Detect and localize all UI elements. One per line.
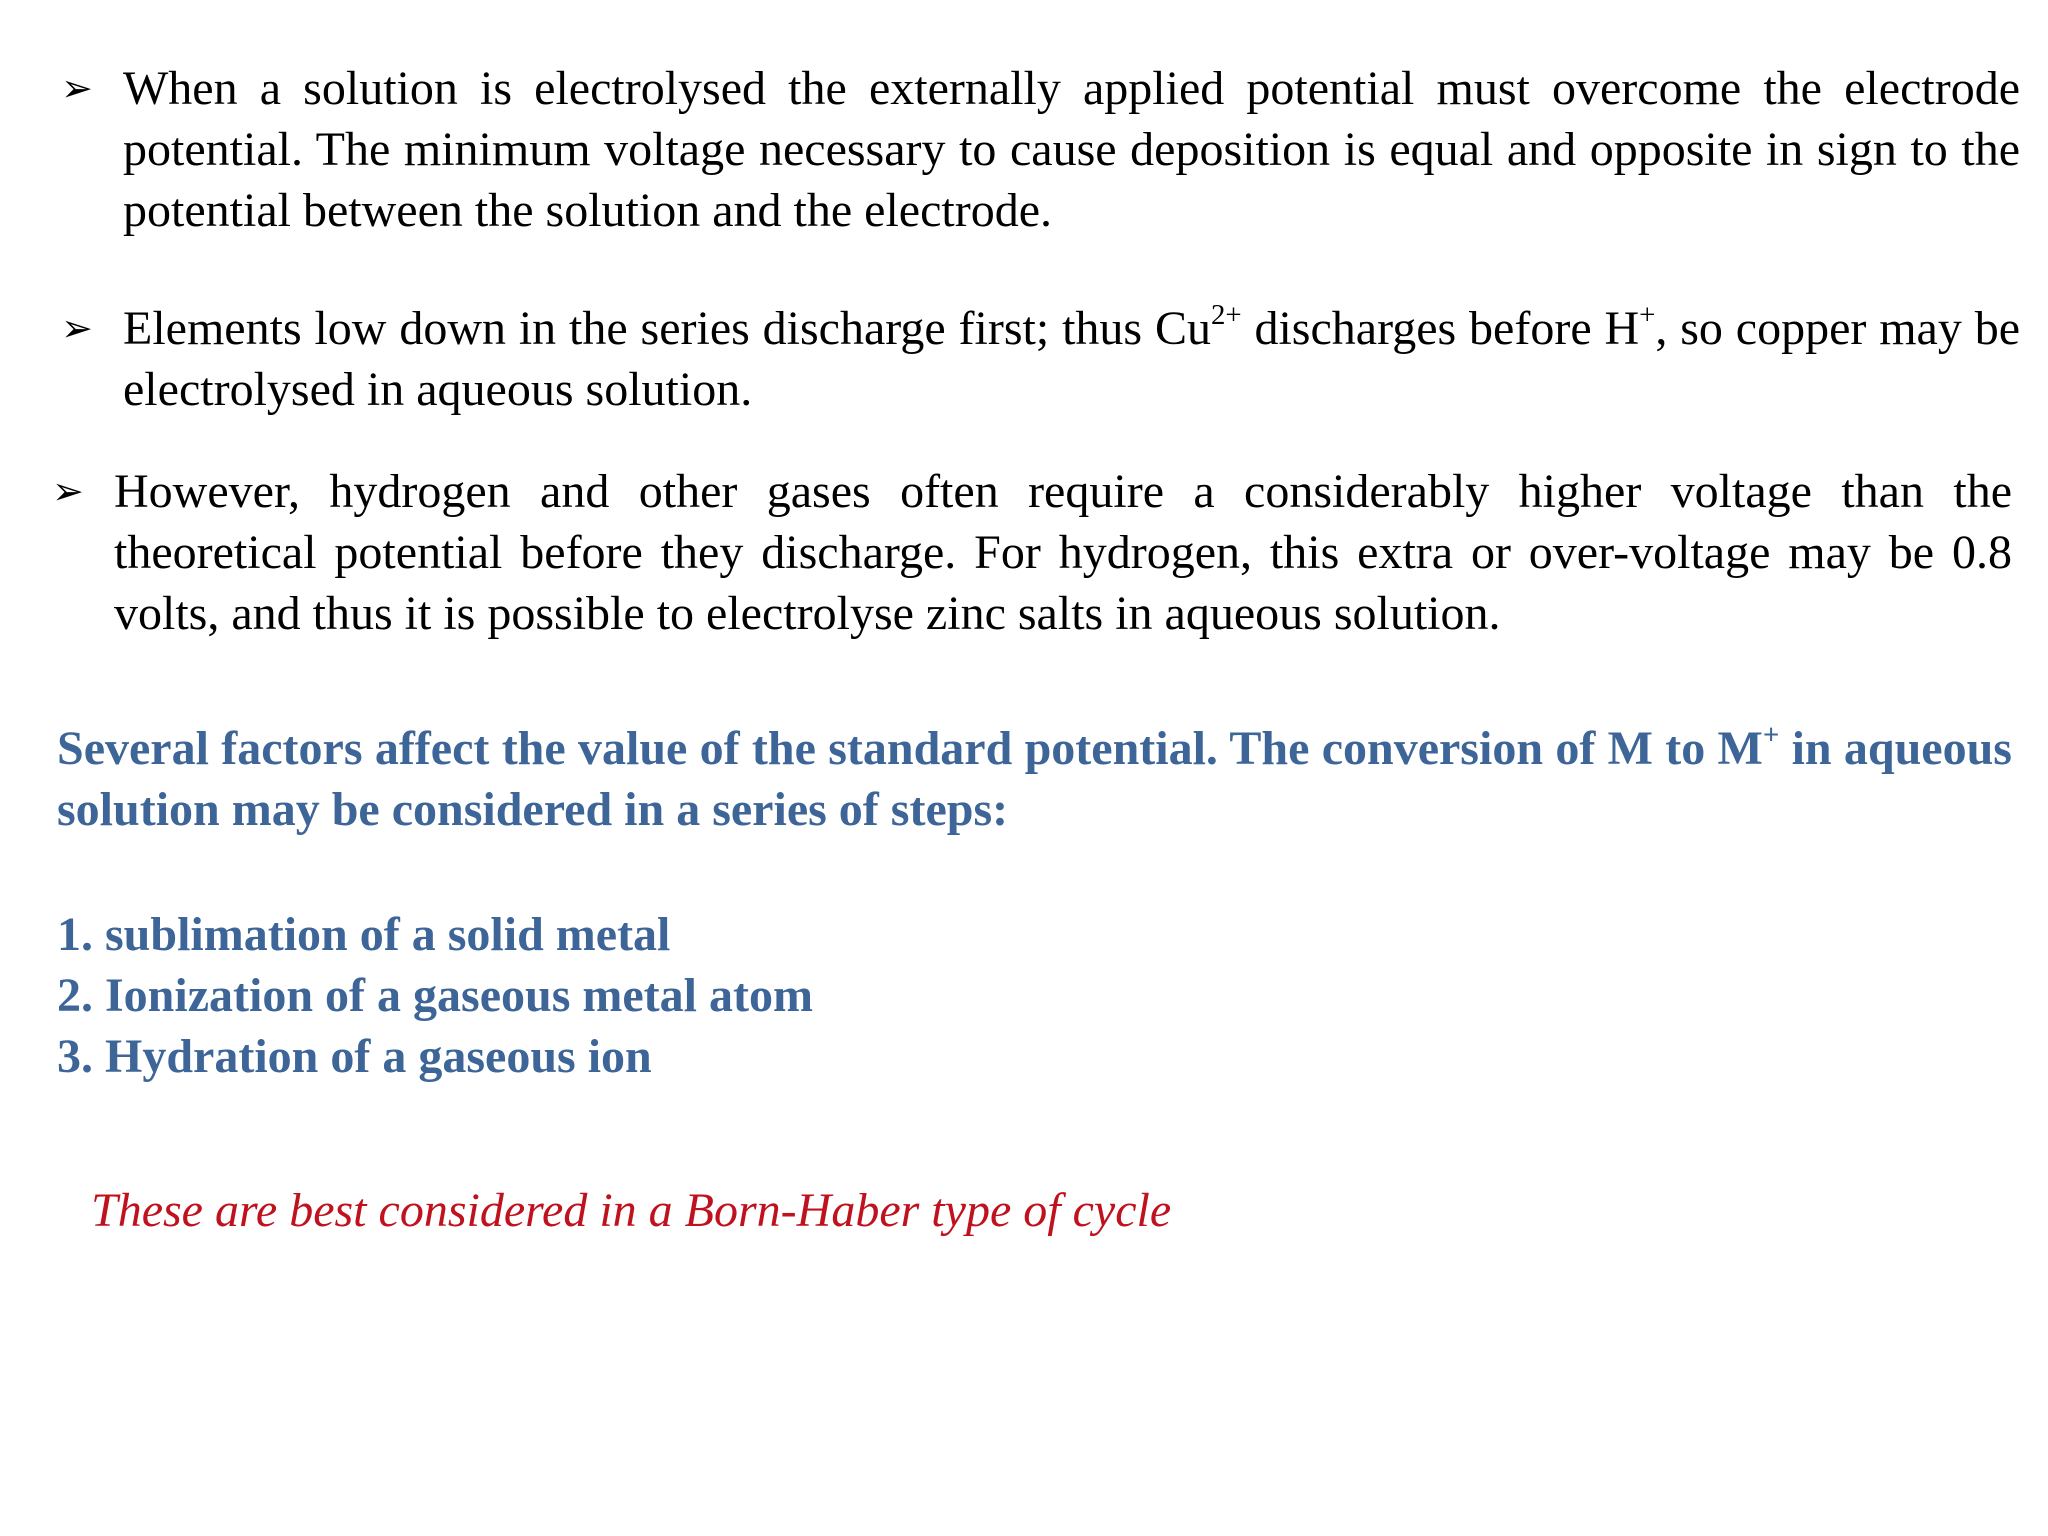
superscript-charge: + [1639, 298, 1656, 331]
arrow-bullet-icon: ➢ [61, 66, 93, 110]
bullet-text: When a solution is electrolysed the externally applied potential must overcome the electrode potential. The minimum voltage necessary to cause deposition is equal and opposite in sign to the potential between the solution and the electrode. [123, 62, 2020, 237]
list-item: 1. sublimation of a solid metal [57, 908, 671, 961]
factors-text-part: in aqueous solution may be considered in a series of steps: [57, 722, 2012, 836]
bullet-text-part: Elements low down in the series discharge first; thus Cu [123, 302, 1211, 355]
steps-list [57, 904, 813, 1087]
factors-text-part: Several factors affect the value of the standard potential. The conversion of M to M [57, 722, 1763, 775]
bullet-text-part: discharges before H [1241, 302, 1640, 355]
superscript-charge: 2+ [1210, 298, 1242, 331]
bullet-text-part: , so copper may be electrolysed in aqueous solution. [123, 302, 2021, 416]
factors-paragraph [57, 718, 2012, 840]
list-item: 3. Hydration of a gaseous ion [57, 1030, 652, 1083]
bullet-electrolysis-potential [61, 58, 2020, 241]
list-item: 2. Ionization of a gaseous metal atom [57, 969, 813, 1022]
superscript-charge: + [1762, 718, 1780, 751]
bullet-discharge-order [61, 298, 2021, 420]
arrow-bullet-icon: ➢ [61, 306, 93, 350]
bullet-text: However, hydrogen and other gases often require a considerably higher voltage than the theoretical potential before they discharge. For hydrogen, this extra or over-voltage may be 0.8 volts, and thus it is possible to electrolyse zinc salts in aqueous solution. [114, 465, 2012, 640]
born-haber-note: These are best considered in a Born-Haber type of cycle [91, 1184, 1172, 1237]
arrow-bullet-icon: ➢ [52, 469, 84, 513]
bullet-over-voltage [52, 461, 2012, 644]
